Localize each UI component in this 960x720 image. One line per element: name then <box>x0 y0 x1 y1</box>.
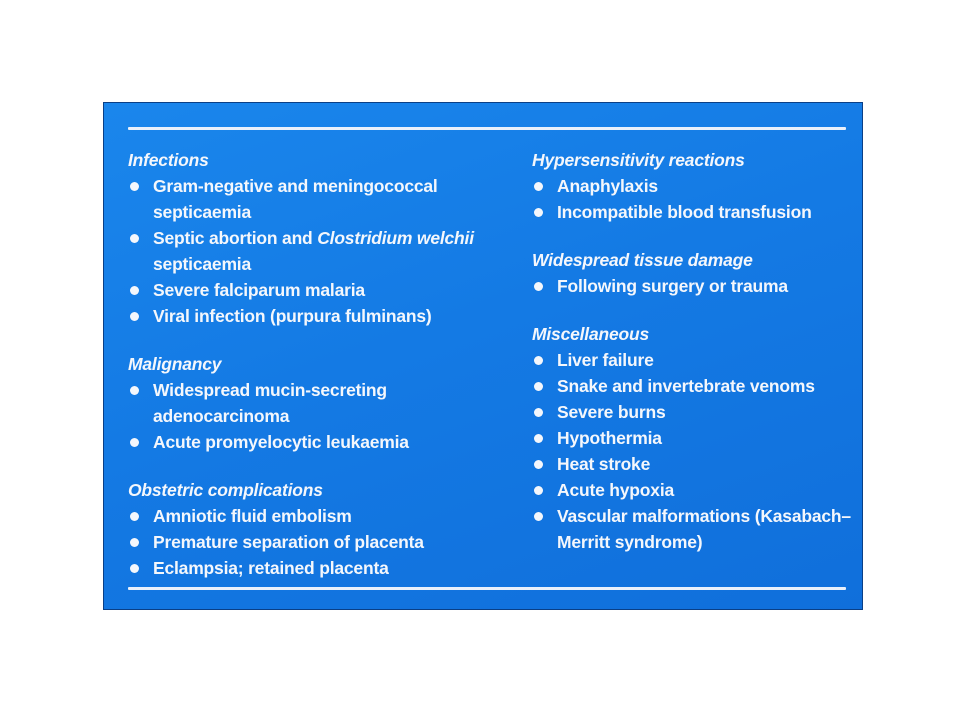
item-text: Liver failure <box>557 350 654 370</box>
list-item <box>532 199 852 225</box>
section-hypersensitivity-reactions <box>532 147 852 225</box>
slide-panel <box>103 102 863 610</box>
item-list <box>532 273 852 299</box>
section-widespread-tissue-damage <box>532 247 852 299</box>
item-text: Anaphylaxis <box>557 176 658 196</box>
section-heading: Miscellaneous <box>532 324 650 344</box>
section-heading: Hypersensitivity reactions <box>532 150 745 170</box>
item-text: Acute hypoxia <box>557 480 675 500</box>
item-text: Severe burns <box>557 402 666 422</box>
item-text: Heat stroke <box>557 454 651 474</box>
item-text: septicaemia <box>153 254 251 274</box>
list-item <box>532 503 852 555</box>
list-item <box>532 173 852 199</box>
item-text: Eclampsia; retained placenta <box>153 558 389 578</box>
right-column <box>532 147 852 577</box>
list-item <box>128 529 498 555</box>
item-text: Gram-negative and meningococcal septicaemia <box>153 176 438 222</box>
list-item <box>128 277 498 303</box>
list-item <box>128 429 498 455</box>
section-obstetric-complications <box>128 477 498 581</box>
bullet-icon <box>130 182 139 191</box>
list-item <box>532 347 852 373</box>
item-list <box>128 503 498 581</box>
item-text: Hypothermia <box>557 428 662 448</box>
bullet-icon <box>130 234 139 243</box>
bullet-icon <box>130 564 139 573</box>
top-divider <box>128 127 846 130</box>
list-item <box>532 373 852 399</box>
bullet-icon <box>534 512 543 521</box>
section-infections <box>128 147 498 329</box>
list-item <box>128 555 498 581</box>
list-item <box>128 377 498 429</box>
item-text: Viral infection (purpura fulminans) <box>153 306 432 326</box>
bullet-icon <box>130 538 139 547</box>
item-text: Snake and invertebrate venoms <box>557 376 815 396</box>
item-list <box>128 377 498 455</box>
bullet-icon <box>130 386 139 395</box>
section-heading: Infections <box>128 150 209 170</box>
bullet-icon <box>534 208 543 217</box>
item-text: Acute promyelocytic leukaemia <box>153 432 409 452</box>
item-list <box>532 347 852 555</box>
list-item <box>532 451 852 477</box>
item-text: Widespread mucin-secreting adenocarcinoma <box>153 380 387 426</box>
section-miscellaneous <box>532 321 852 555</box>
list-item <box>532 477 852 503</box>
section-heading: Obstetric complications <box>128 480 323 500</box>
bullet-icon <box>534 434 543 443</box>
item-list <box>532 173 852 225</box>
section-heading: Malignancy <box>128 354 222 374</box>
section-heading: Widespread tissue damage <box>532 250 753 270</box>
bullet-icon <box>534 382 543 391</box>
item-text: Following surgery or trauma <box>557 276 788 296</box>
bottom-divider <box>128 587 846 590</box>
bullet-icon <box>534 356 543 365</box>
item-text: Amniotic fluid embolism <box>153 506 352 526</box>
bullet-icon <box>130 512 139 521</box>
bullet-icon <box>534 460 543 469</box>
item-text: Septic abortion and <box>153 228 318 248</box>
item-list <box>128 173 498 329</box>
bullet-icon <box>130 286 139 295</box>
list-item <box>532 425 852 451</box>
list-item <box>532 399 852 425</box>
item-text: Premature separation of placenta <box>153 532 424 552</box>
bullet-icon <box>534 408 543 417</box>
list-item <box>128 225 498 277</box>
item-text: Incompatible blood transfusion <box>557 202 812 222</box>
list-item <box>532 273 852 299</box>
left-column <box>128 147 498 603</box>
section-malignancy <box>128 351 498 455</box>
list-item <box>128 173 498 225</box>
item-text: Vascular malformations (Kasabach–Merritt syndrome) <box>557 506 851 552</box>
item-text-italic: Clostridium welchii <box>317 228 474 248</box>
bullet-icon <box>534 182 543 191</box>
bullet-icon <box>534 486 543 495</box>
list-item <box>128 303 498 329</box>
bullet-icon <box>534 282 543 291</box>
bullet-icon <box>130 438 139 447</box>
bullet-icon <box>130 312 139 321</box>
list-item <box>128 503 498 529</box>
item-text: Severe falciparum malaria <box>153 280 365 300</box>
